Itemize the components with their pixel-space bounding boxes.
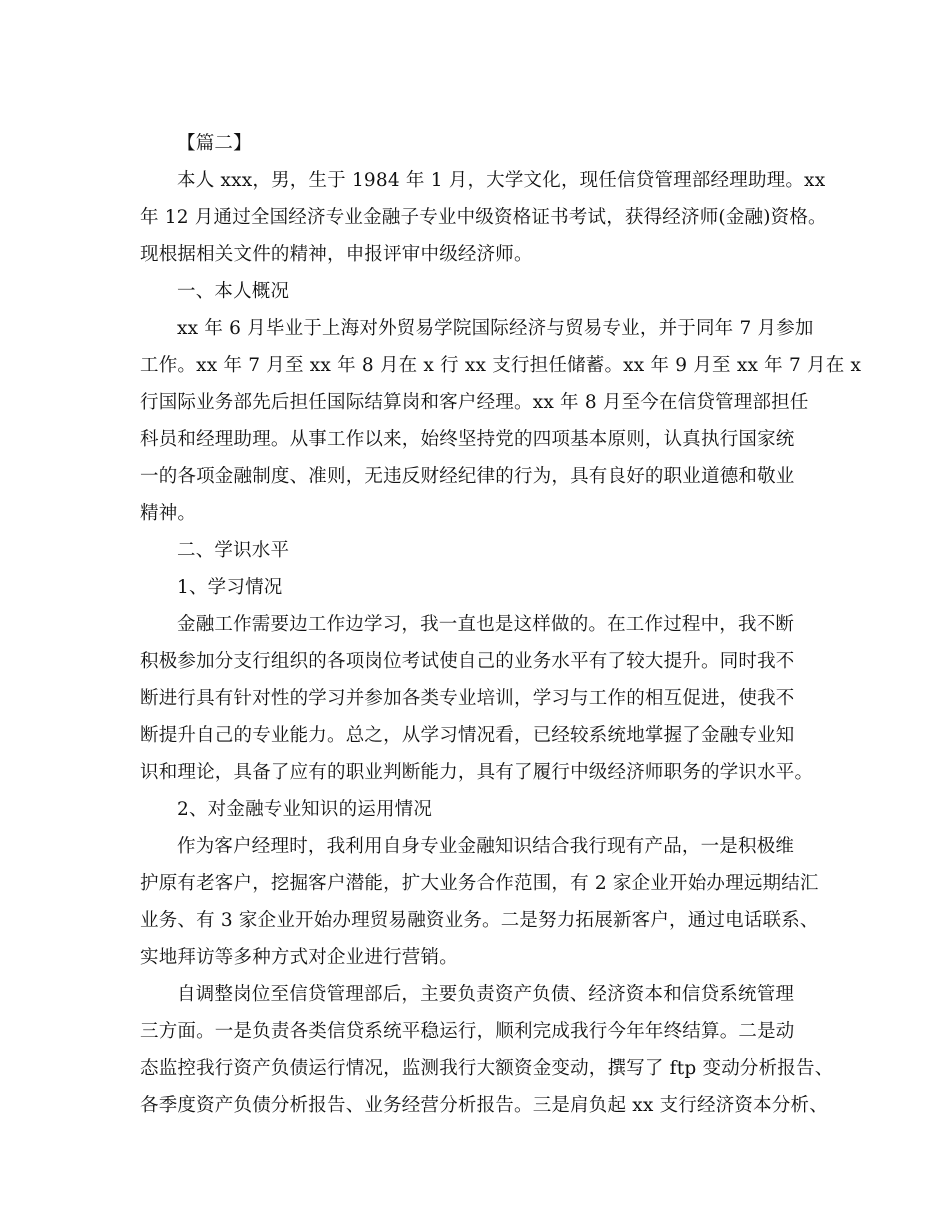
paragraph-line: xx 年 6 月毕业于上海对外贸易学院国际经济与贸易专业，并于同年 7 月参加 bbox=[177, 318, 814, 339]
paragraph-line: 精神。 bbox=[140, 503, 197, 524]
paragraph-line: 金融工作需要边工作边学习，我一直也是这样做的。在工作过程中，我不断 bbox=[177, 614, 795, 635]
paragraph-line: 年 12 月通过全国经济专业金融子专业中级资格证书考试，获得经济师(金融)资格。 bbox=[140, 207, 827, 228]
paragraph-line: 自调整岗位至信贷管理部后，主要负责资产负债、经济资本和信贷系统管理 bbox=[177, 984, 795, 1005]
paragraph-line: 现根据相关文件的精神，申报评审中级经济师。 bbox=[140, 244, 533, 265]
heading-knowledge: 二、学识水平 bbox=[177, 540, 290, 561]
paragraph-line: 护原有老客户，挖掘客户潜能，扩大业务合作范围，有 2 家企业开始办理远期结汇 bbox=[140, 873, 819, 894]
paragraph-line: 三方面。一是负责各类信贷系统平稳运行，顺利完成我行今年年终结算。二是动 bbox=[140, 1021, 795, 1042]
paragraph-line: 工作。xx 年 7 月至 xx 年 8 月在 x 行 xx 支行担任储蓄。xx 年 9 月至 xx 年 7 月在 x bbox=[140, 355, 862, 376]
paragraph-line: 实地拜访等多种方式对企业进行营销。 bbox=[140, 947, 458, 968]
paragraph-line: 业务、有 3 家企业开始办理贸易融资业务。二是努力拓展新客户，通过电话联系、 bbox=[140, 910, 819, 931]
subheading-application: 2、对金融专业知识的运用情况 bbox=[177, 799, 433, 820]
paragraph-line: 作为客户经理时，我利用自身专业金融知识结合我行现有产品，一是积极维 bbox=[177, 836, 795, 857]
section-title: 【篇二】 bbox=[177, 133, 252, 154]
paragraph-line: 识和理论，具备了应有的职业判断能力，具有了履行中级经济师职务的学识水平。 bbox=[140, 762, 814, 783]
paragraph-line: 本人 xxx，男，生于 1984 年 1 月，大学文化，现任信贷管理部经理助理。xx bbox=[177, 170, 826, 191]
paragraph-line: 科员和经理助理。从事工作以来，始终坚持党的四项基本原则，认真执行国家统 bbox=[140, 429, 795, 450]
paragraph-line: 态监控我行资产负债运行情况，监测我行大额资金变动，撰写了 ftp 变动分析报告、 bbox=[140, 1058, 834, 1079]
paragraph-line: 断进行具有针对性的学习并参加各类专业培训，学习与工作的相互促进，使我不 bbox=[140, 688, 795, 709]
paragraph-line: 各季度资产负债分析报告、业务经营分析报告。三是肩负起 xx 支行经济资本分析、 bbox=[140, 1095, 828, 1116]
subheading-study: 1、学习情况 bbox=[177, 577, 283, 598]
paragraph-line: 断提升自己的专业能力。总之，从学习情况看，已经较系统地掌握了金融专业知 bbox=[140, 725, 795, 746]
paragraph-line: 一的各项金融制度、准则，无违反财经纪律的行为，具有良好的职业道德和敬业 bbox=[140, 466, 795, 487]
paragraph-line: 行国际业务部先后担任国际结算岗和客户经理。xx 年 8 月至今在信贷管理部担任 bbox=[140, 392, 809, 413]
heading-profile: 一、本人概况 bbox=[177, 281, 290, 302]
paragraph-line: 积极参加分支行组织的各项岗位考试使自己的业务水平有了较大提升。同时我不 bbox=[140, 651, 795, 672]
